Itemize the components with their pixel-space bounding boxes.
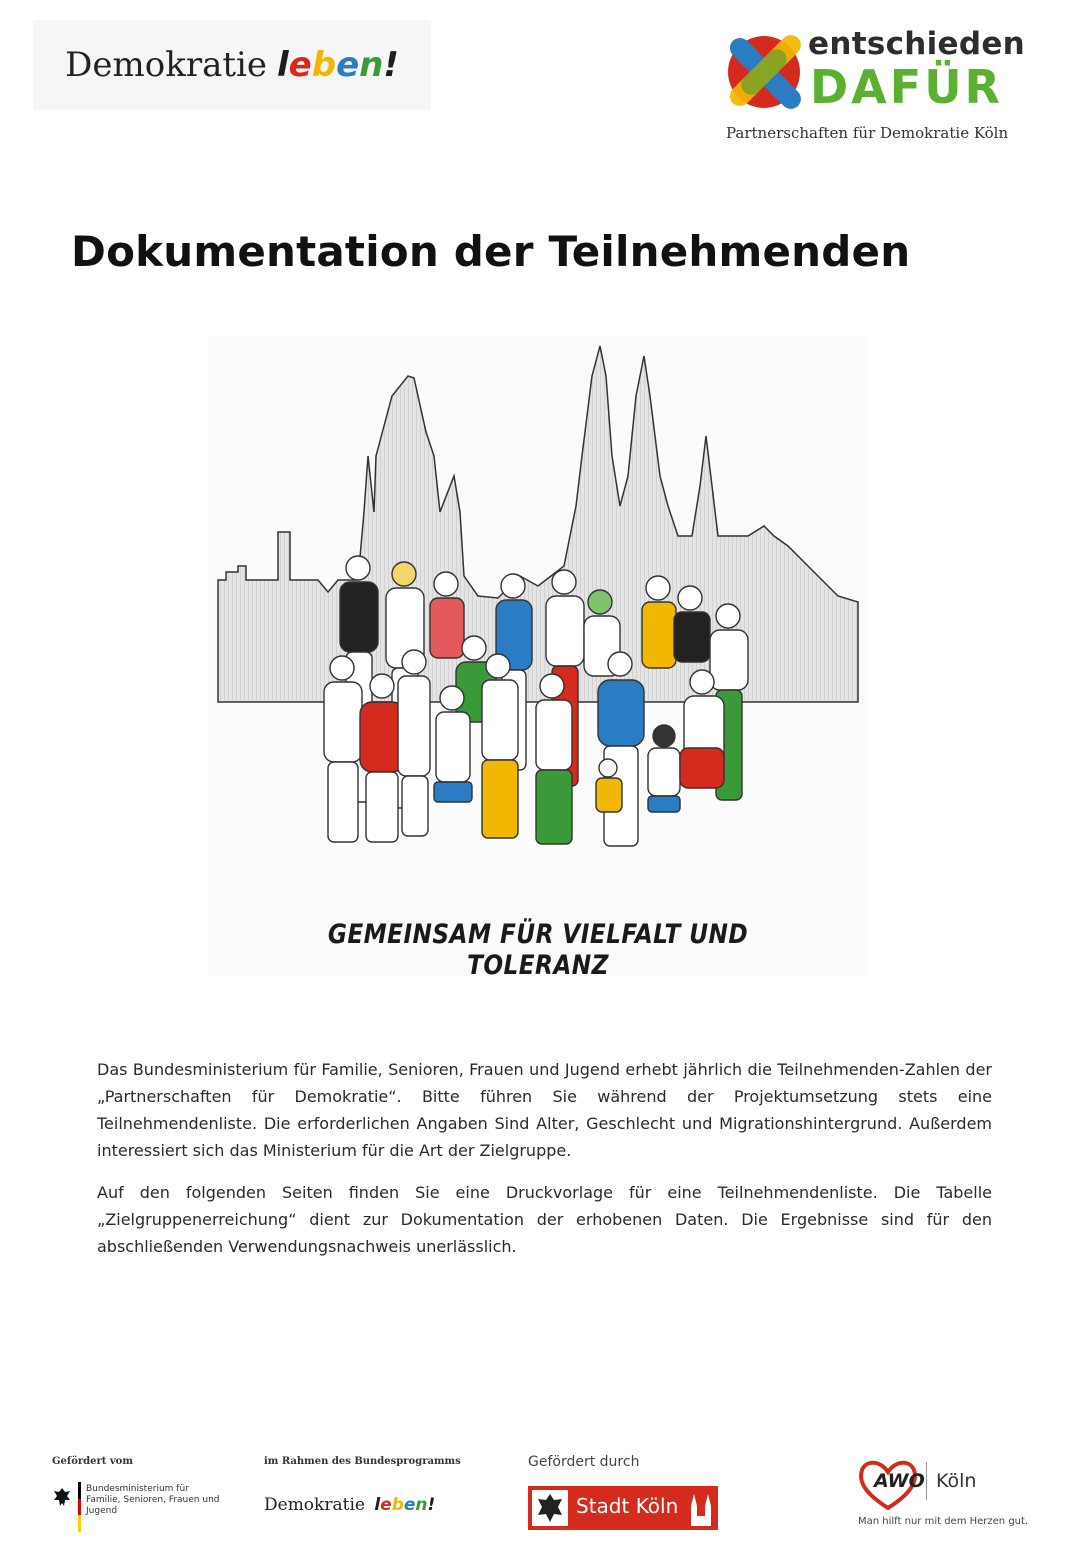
body-paragraph-1: Das Bundesministerium für Familie, Senioren, Frauen und Jugend erhebt jährlich die Teilnehmenden-Zahlen der „Partnerschaften für Demokratie“. Bitte führen Sie während der Projektumsetzung stets eine Teilnehmendenliste. Die erforderlichen Angaben Sind Alter, Geschlecht und Migrationshintergrund. Außerdem interessiert sich das Ministerium für die Art der Zielgruppe. [97,1060,992,1160]
body-paragraph-2: Auf den folgenden Seiten finden Sie eine Druckvorlage für eine Teilnehmendenliste. Die Tabelle „Zielgruppenerreichung“ dient zur Dokumentation der erhobenen Daten. Die Ergebnisse sind für den abschließenden Verwendungsnachweis unerlässlich. [97,1183,992,1256]
skyline-and-people-drawing [208,336,868,896]
awo-divider [926,1462,927,1500]
cathedral-icon [688,1492,714,1526]
bmfsfj-logo [52,1480,252,1532]
funder-3-label: Gefördert durch [528,1454,640,1470]
skyline-silhouette [218,346,858,702]
demokratie-logo-word: Demokratie [65,45,267,85]
entschieden-dafuer-logo [720,22,1026,152]
stadt-koeln-logo [528,1486,718,1530]
awo-name: AWO [874,1470,925,1492]
bmfsfj-name: Bundesministerium für Familie, Senioren, Frauen und Jugend [86,1484,220,1516]
awo-slogan: Man hilft nur mit dem Herzen gut. [858,1516,1029,1527]
colorful-x-icon [724,24,806,120]
stadt-koeln-name: Stadt Köln [576,1494,679,1518]
illustration-caption: GEMEINSAM FÜR VIELFALT UND TOLERANZ [327,919,749,981]
logo-line-dafuer: DAFÜR [810,60,1003,114]
german-flag-icon [78,1482,81,1532]
koeln-crest-icon [532,1490,568,1526]
awo-city: Köln [936,1470,977,1492]
footer-demokratie-leben-logo [264,1495,435,1515]
logo-line-entschieden: entschieden [808,26,1026,62]
footer-leben-script-word: leben! [374,1495,436,1515]
federal-eagle-icon [52,1486,72,1508]
funder-1-label: Gefördert vom [52,1456,133,1467]
cologne-illustration [208,336,868,981]
logo-subline: Partnerschaften für Demokratie Köln [726,124,1009,142]
awo-koeln-logo [856,1456,1056,1536]
funder-2-label: im Rahmen des Bundesprogramms [264,1456,461,1467]
footer-demokratie-word: Demokratie [264,1495,365,1515]
demokratie-leben-logo [33,20,431,110]
page-title: Dokumentation der Teilnehmenden [71,227,911,276]
leben-script-word: leben! [277,45,399,85]
